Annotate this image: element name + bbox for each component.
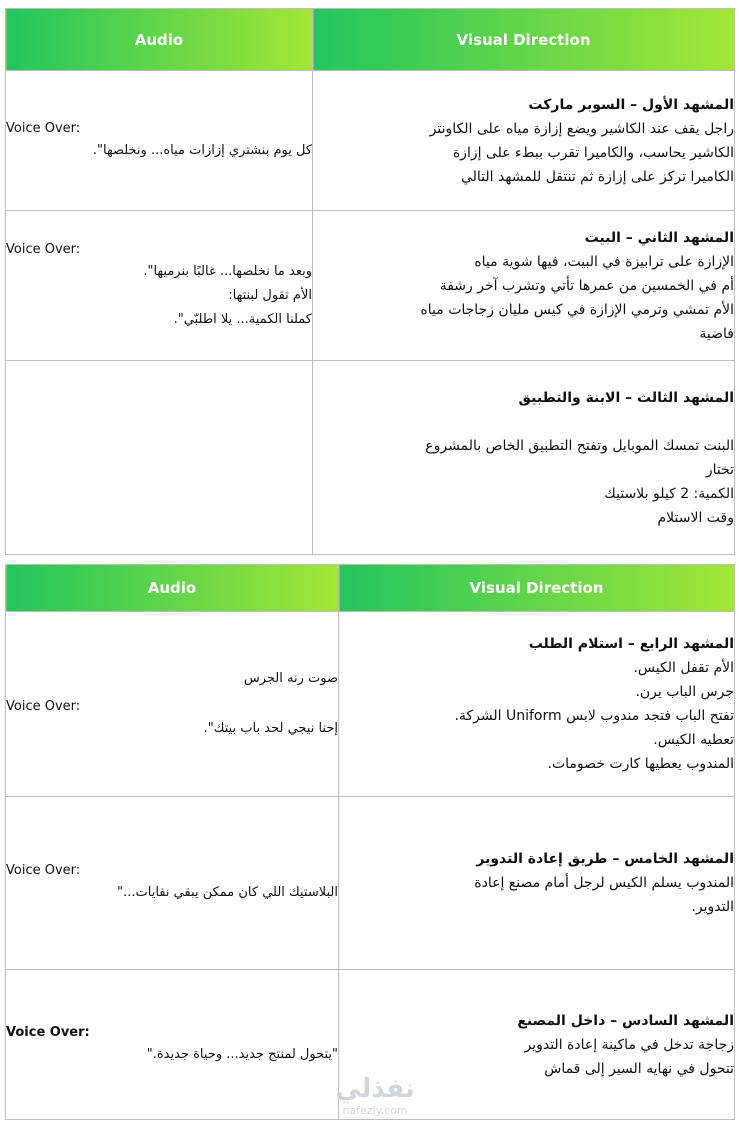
audio-header: Audio bbox=[6, 565, 339, 612]
table-row bbox=[6, 361, 735, 555]
visual-cell bbox=[313, 361, 735, 555]
audio-line: كل يوم بنشتري إزازات مياه... ونخلصها". bbox=[92, 142, 312, 158]
scene-line: تعطيه الكيس. bbox=[653, 732, 734, 748]
watermark-logo bbox=[320, 1074, 430, 1118]
watermark-domain: nafezly.com bbox=[342, 1104, 408, 1117]
audio-line: وبعد ما نخلصها... غالبًا بنرميها". bbox=[143, 263, 312, 279]
audio-cell bbox=[6, 612, 339, 797]
voice-over-label: Voice Over: bbox=[6, 120, 81, 136]
visual-direction-header: Visual Direction bbox=[339, 565, 735, 612]
voice-over-label: Voice Over: bbox=[6, 1024, 90, 1040]
scene-line: التدوير. bbox=[691, 899, 734, 915]
table-row bbox=[6, 71, 735, 211]
scene-line: المندوب يعطيها كارت خصومات. bbox=[547, 756, 734, 772]
scene-line: فاضية bbox=[699, 325, 734, 342]
scene-line: وقت الاستلام bbox=[657, 509, 734, 526]
audio-line: كملنا الكمية... يلا اطلبّي". bbox=[173, 311, 312, 327]
audio-line: "يتحول لمنتج جديد... وحياة جديدة." bbox=[146, 1046, 338, 1062]
watermark-brand: نفذلي bbox=[335, 1074, 415, 1104]
sound-effect-note: صوت رنه الجرس bbox=[243, 671, 338, 686]
visual-direction-header: Visual Direction bbox=[313, 9, 735, 71]
audio-header: Audio bbox=[6, 9, 313, 71]
voice-over-label: Voice Over: bbox=[6, 699, 81, 714]
scene-title: المشهد الثاني – البيت bbox=[584, 229, 734, 246]
audio-line: إحنا نيجي لحد باب بيتك". bbox=[203, 721, 338, 736]
table-row bbox=[6, 211, 735, 361]
voice-over-label: Voice Over: bbox=[6, 863, 81, 878]
scene-line: راجل يقف عند الكاشير ويضع إزازة مياه على الكاونتر bbox=[429, 120, 734, 137]
scene-line: المندوب يسلم الكيس لرجل أمام مصنع إعادة bbox=[474, 875, 734, 891]
scene-line: الأم تمشي وترمي الإزازة في كيس مليان زجاجات مياه bbox=[420, 301, 734, 318]
scene-line: تتحول في نهايه السير إلى قماش bbox=[544, 1060, 734, 1077]
visual-cell bbox=[339, 612, 735, 797]
scene-line: الكاميرا تركز على إزازة ثم تنتقل للمشهد التالي bbox=[460, 168, 734, 185]
visual-cell bbox=[313, 71, 735, 211]
audio-cell bbox=[6, 970, 339, 1120]
visual-cell bbox=[339, 797, 735, 970]
voice-over-label: Voice Over: bbox=[6, 241, 81, 257]
scene-line: تختار bbox=[705, 461, 734, 478]
audio-line: البلاستيك اللي كان ممكن يبقي نفايات..." bbox=[117, 885, 338, 900]
visual-cell bbox=[313, 211, 735, 361]
scene-title: المشهد الأول – السوبر ماركت bbox=[528, 96, 734, 113]
scene-line: أم في الخمسين من عمرها تأتي وتشرب آخر رشفة bbox=[439, 277, 734, 294]
storyboard-table-2 bbox=[5, 564, 735, 1120]
audio-cell bbox=[6, 211, 313, 361]
audio-cell bbox=[6, 361, 313, 555]
table-row bbox=[6, 797, 735, 970]
scene-title: المشهد الخامس – طريق إعادة التدوير bbox=[476, 851, 734, 867]
scene-title: المشهد الثالث – الابنة والتطبيق bbox=[518, 389, 734, 406]
audio-cell bbox=[6, 797, 339, 970]
scene-line: الإزازة على ترابيزة في البيت، فيها شوية مياه bbox=[474, 253, 734, 270]
table-row bbox=[6, 612, 735, 797]
scene-line: الأم تقفل الكيس. bbox=[633, 660, 734, 676]
scene-title: المشهد الرابع – استلام الطلب bbox=[528, 636, 734, 652]
storyboard-table-1 bbox=[5, 8, 735, 555]
scene-line: جرس الباب يرن. bbox=[635, 684, 734, 700]
scene-line: البنت تمسك الموبايل وتفتح التطبيق الخاص بالمشروع bbox=[425, 437, 734, 454]
scene-line: الكمية: 2 كيلو بلاستيك bbox=[604, 485, 734, 502]
scene-line: تفتح الباب فتجد مندوب لابس Uniform الشركة. bbox=[454, 708, 734, 724]
scene-line bbox=[313, 410, 734, 434]
audio-cell bbox=[6, 71, 313, 211]
scene-title: المشهد السادس – داخل المصنع bbox=[517, 1012, 734, 1029]
scene-line: زجاجة تدخل في ماكينة إعادة التدوير bbox=[524, 1036, 734, 1053]
audio-line: الأم تقول لبنتها: bbox=[228, 287, 312, 303]
scene-line: الكاشير يحاسب، والكاميرا تقرب ببطء على إزازة bbox=[452, 144, 734, 161]
